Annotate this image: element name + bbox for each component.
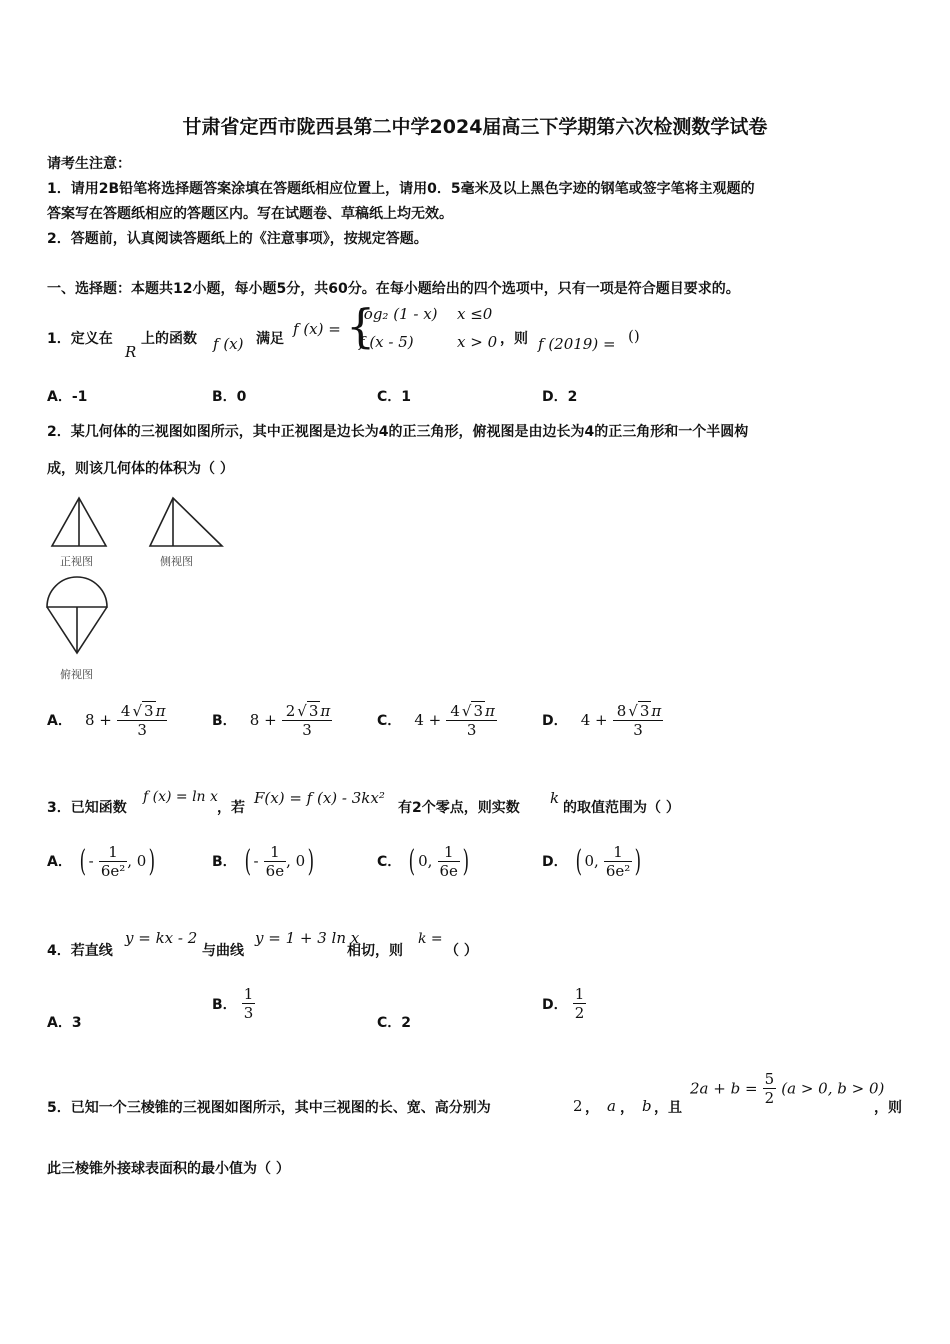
- option-label: D．: [542, 996, 568, 1013]
- q1-option-a[interactable]: A．-1: [47, 389, 88, 405]
- option-lead: 4 +: [580, 711, 608, 729]
- side-view-caption: 侧视图: [160, 555, 193, 568]
- option-fraction: $\frac{2 √ 3 \pi}{3}$: [282, 702, 333, 739]
- q1-cond-1: x ≤0: [457, 305, 493, 323]
- q3-if: ，若: [217, 800, 245, 816]
- q5-sep-1: ，: [585, 1100, 599, 1116]
- q1-option-c[interactable]: C．1: [377, 389, 412, 405]
- q1-fdef: f (x) =: [293, 320, 341, 338]
- q2-option-c[interactable]: [377, 702, 497, 739]
- q3-prefix: 3．已知函数: [47, 800, 127, 816]
- q4-tangent: 相切，则: [347, 943, 403, 959]
- notice-item-1-line1: 1．请用2B铅笔将选择题答案涂填在答题纸相应位置上，请用0．5毫米及以上黑色字迹的钢笔或签字笔将主观题的: [47, 181, 755, 197]
- q5-sep-2: ，: [620, 1100, 634, 1116]
- q3-option-a[interactable]: A． ( - $\frac{1}{\text{6e²}}$ , 0): [47, 843, 156, 880]
- q5-width: a: [607, 1097, 616, 1115]
- q1-mid: 上的函数: [141, 331, 197, 347]
- q5-and: ，且: [654, 1100, 682, 1116]
- q5-length: 2: [573, 1097, 583, 1115]
- q5-prefix: 5．已知一个三棱锥的三视图如图所示，其中三视图的长、宽、高分别为: [47, 1100, 491, 1116]
- q3-suffix: 的取值范围为（ ）: [563, 800, 680, 816]
- top-view-caption: 俯视图: [60, 668, 93, 681]
- q4-prefix: 4．若直线: [47, 943, 113, 959]
- q1-brace: {: [346, 299, 376, 353]
- option-label: A．: [47, 854, 72, 870]
- q2-option-d[interactable]: [542, 702, 663, 739]
- three-view-figure: [40, 490, 240, 685]
- option-label: D．: [542, 713, 568, 729]
- option-label: C．: [377, 854, 402, 870]
- q4-k: k =: [418, 931, 443, 947]
- top-view-drawing: [47, 577, 107, 653]
- q4-paren: （ ）: [445, 943, 478, 959]
- q1-option-d[interactable]: D．2: [542, 389, 578, 405]
- q1-case-2: f (x - 5): [359, 333, 414, 351]
- option-fraction: $\frac{8 √ 3 \pi}{3}$: [613, 702, 664, 739]
- exam-title: 甘肃省定西市陇西县第二中学2024届高三下学期第六次检测数学试卷: [182, 116, 768, 138]
- q5-equation: 2a + b = $\frac{5}{2}$ (a > 0, b > 0): [690, 1070, 885, 1107]
- q4-option-a[interactable]: A．3: [47, 1015, 82, 1031]
- q3-f: f (x) = ln x: [143, 789, 218, 805]
- q1-prefix: 1．定义在: [47, 331, 113, 347]
- section-heading: 一、选择题：本题共12小题，每小题5分，共60分。在每小题给出的四个选项中，只有一项是符合题目要求的。: [47, 281, 740, 297]
- q2-line-2: 成，则该几何体的体积为（ ）: [47, 461, 234, 477]
- q1-cond-2: x > 0: [457, 333, 498, 351]
- option-fraction: $\frac{4 √ 3 \pi}{3}$: [117, 702, 168, 739]
- notice-item-2: 2．答题前，认真阅读答题纸上的《注意事项》，按规定答题。: [47, 231, 428, 247]
- q3-option-b[interactable]: B． ( - $\frac{1}{6e}$ , 0): [212, 843, 315, 880]
- front-view-caption: 正视图: [60, 555, 93, 568]
- q5-then: ，则: [874, 1100, 902, 1116]
- q3-k: k: [550, 789, 560, 807]
- q4-option-d[interactable]: D． $\frac{1}{2}$: [542, 985, 585, 1022]
- front-view-drawing: [52, 498, 106, 546]
- q3-option-d[interactable]: D． ( 0, $\frac{1}{\text{6e²}}$ ): [542, 843, 642, 880]
- q2-option-a[interactable]: [47, 702, 167, 739]
- q5-line-2: 此三棱锥外接球表面积的最小值为（ ）: [47, 1161, 290, 1177]
- option-label: B．: [212, 854, 237, 870]
- q5-height: b: [642, 1097, 652, 1115]
- option-lead: 4 +: [414, 711, 442, 729]
- side-view-drawing: [150, 498, 222, 546]
- q1-satisfy: 满足: [256, 331, 284, 347]
- q1-paren: (): [628, 327, 640, 345]
- option-fraction: $\frac{4 √ 3 \pi}{3}$: [446, 702, 497, 739]
- q3-F: F(x) = f (x) - 3kx²: [254, 789, 385, 807]
- option-label: C．: [377, 713, 402, 729]
- q1-then: ，则: [500, 331, 528, 347]
- q4-option-c[interactable]: C．2: [377, 1015, 412, 1031]
- q1-case-1: log₂ (1 - x): [359, 305, 438, 323]
- q1-ask: f (2019) =: [538, 335, 616, 353]
- option-lead: 8 +: [84, 711, 112, 729]
- notice-item-1-line2: 答案写在答题纸相应的答题区内。写在试题卷、草稿纸上均无效。: [47, 206, 453, 222]
- q2-line-1: 2．某几何体的三视图如图所示，其中正视图是边长为4的正三角形，俯视图是由边长为4的正三角形和一个半圆构: [47, 424, 749, 440]
- q4-option-b[interactable]: B． $\frac{1}{3}$: [212, 985, 254, 1022]
- q1-set-r: R: [125, 343, 137, 361]
- q1-option-b[interactable]: B．0: [212, 389, 247, 405]
- q1-fx: f (x): [213, 335, 244, 353]
- q4-mid: 与曲线: [202, 943, 244, 959]
- q3-option-c[interactable]: C． ( 0, $\frac{1}{6e}$ ): [377, 843, 470, 880]
- option-lead: 8 +: [249, 711, 277, 729]
- option-label: A．: [47, 713, 72, 729]
- q3-mid: 有2个零点，则实数: [398, 800, 520, 816]
- q4-curve: y = 1 + 3 ln x: [255, 929, 360, 947]
- option-label: B．: [212, 713, 237, 729]
- option-label: D．: [542, 854, 568, 870]
- option-label: B．: [212, 996, 237, 1013]
- notice-heading: 请考生注意：: [47, 156, 131, 172]
- q4-line: y = kx - 2: [125, 929, 198, 947]
- q2-option-b[interactable]: [212, 702, 332, 739]
